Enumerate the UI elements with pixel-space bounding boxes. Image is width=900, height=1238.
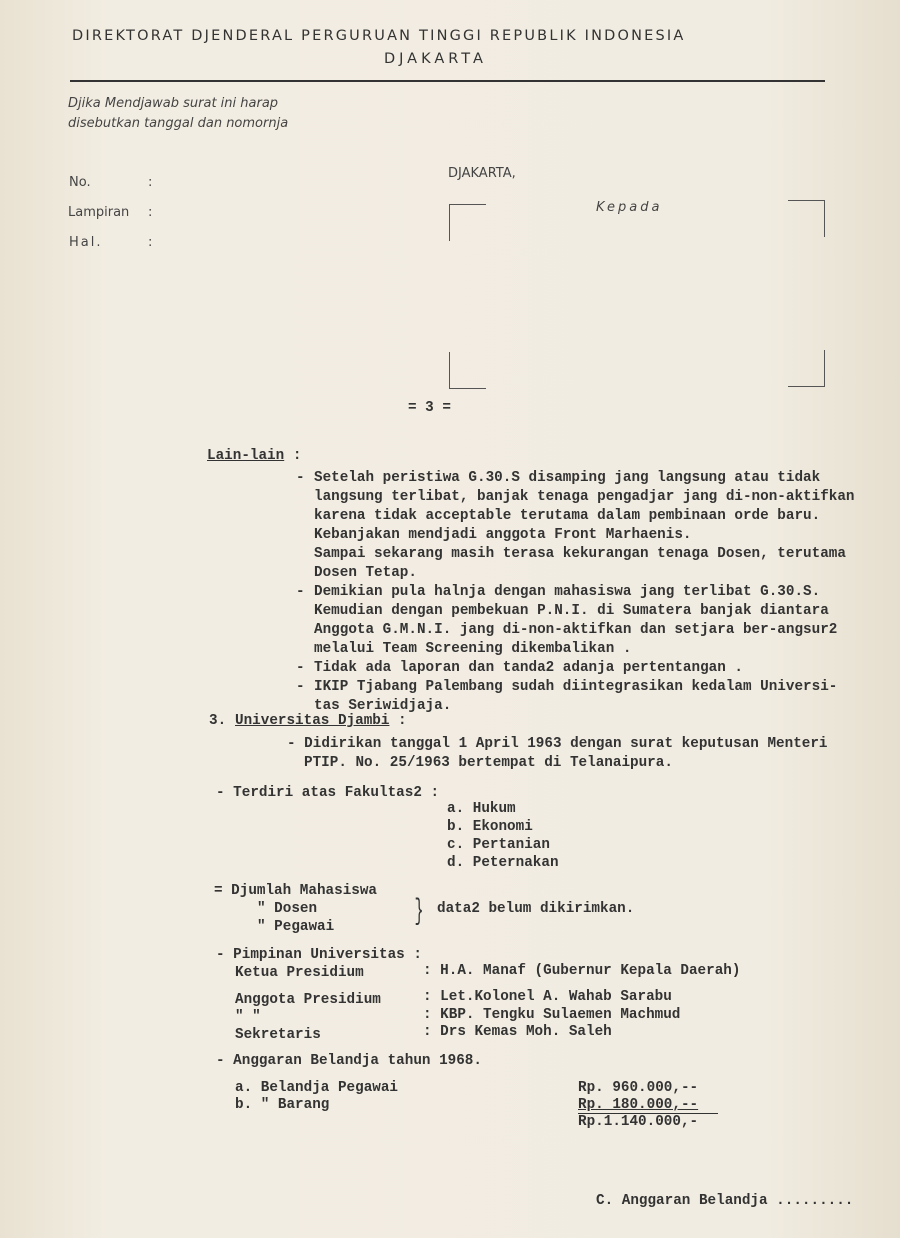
list-item-line: IKIP Tjabang Palembang sudah diintegrasikan kedalam Universi- (314, 679, 838, 695)
reply-note-line: Djika Mendjawab surat ini harap (68, 96, 279, 111)
address-corner-tr (788, 200, 825, 237)
list-item-line: Dosen Tetap. (314, 565, 417, 581)
faculties-intro: - Terdiri atas Fakultas2 : (216, 785, 440, 801)
counts-note: data2 belum dikirimkan. (437, 901, 635, 917)
leadership-role: " " (235, 1009, 261, 1025)
address-corner-bl (449, 352, 486, 389)
list-item-line: Setelah peristiwa G.30.S disamping jang langsung atau tidak (314, 470, 821, 486)
leadership-name: : KBP. Tengku Sulaemen Machmud (423, 1007, 681, 1023)
field-sep: : (148, 175, 153, 190)
faculty-item: a. Hukum (447, 801, 516, 817)
budget-amount: Rp. 180.000,-- (578, 1097, 699, 1113)
letterhead-title: DIREKTORAT DJENDERAL PERGURUAN TINGGI REPUBLIK INDONESIA (72, 28, 686, 44)
letterhead-rule (70, 80, 825, 82)
letterhead-city: DJAKARTA (384, 51, 487, 67)
field-sep: : (148, 235, 153, 250)
leadership-name: : Drs Kemas Moh. Saleh (423, 1024, 612, 1040)
list-item-line: tas Seriwidjaja. (314, 698, 452, 714)
brace: } (414, 895, 424, 929)
list-item-line: langsung terlibat, banjak tenaga pengadjar jang di-non-aktifkan (314, 489, 855, 505)
lain-lain-heading: Lain-lain (207, 448, 285, 464)
count-row: = Djumlah Mahasiswa (214, 883, 378, 899)
count-row: " Dosen (257, 901, 318, 917)
leadership-role: Sekretaris (235, 1027, 321, 1043)
budget-intro: - Anggaran Belandja tahun 1968. (216, 1053, 482, 1069)
bullet-dash: - (296, 679, 305, 695)
founded-line: PTIP. No. 25/1963 bertempat di Telanaipura. (304, 755, 673, 771)
addressee-label: Kepada (596, 200, 663, 215)
colon: : (292, 448, 302, 464)
budget-label: b. " Barang (235, 1097, 330, 1113)
leadership-name: : H.A. Manaf (Gubernur Kepala Daerah) (423, 963, 741, 979)
footer-continuation: C. Anggaran Belandja ......... (596, 1193, 854, 1209)
colon: : (398, 713, 407, 729)
list-item-line: Anggota G.M.N.I. jang di-non-aktifkan dan setjara ber-angsur2 (314, 622, 838, 638)
list-item-line: Demikian pula halnja dengan mahasiswa jang terlibat G.30.S. (314, 584, 821, 600)
budget-label: a. Belandja Pegawai (235, 1080, 399, 1096)
founded-line: - Didirikan tanggal 1 April 1963 dengan surat keputusan Menteri (287, 736, 828, 752)
bullet-dash: - (296, 470, 305, 486)
address-corner-tl (449, 204, 486, 241)
list-item-line: Tidak ada laporan dan tanda2 adanja pertentangan . (314, 660, 743, 676)
place-date: DJAKARTA, (448, 166, 516, 181)
bullet-dash: - (296, 660, 305, 676)
bullet-dash: - (296, 584, 305, 600)
faculty-item: d. Peternakan (447, 855, 559, 871)
faculty-item: c. Pertanian (447, 837, 550, 853)
count-row: " Pegawai (257, 919, 335, 935)
leadership-role: Ketua Presidium (235, 965, 364, 981)
budget-amount: Rp. 960.000,-- (578, 1080, 699, 1096)
leadership-name: : Let.Kolonel A. Wahab Sarabu (423, 989, 672, 1005)
address-corner-br (788, 350, 825, 387)
list-item-line: karena tidak acceptable terutama dalam pembinaan orde baru. (314, 508, 821, 524)
list-item-line: Kebanjakan mendjadi anggota Front Marhaenis. (314, 527, 692, 543)
reply-note-line: disebutkan tanggal dan nomornja (68, 116, 289, 131)
field-label-hal: Hal. (69, 235, 103, 250)
field-sep: : (148, 205, 153, 220)
field-label-no: No. (69, 175, 91, 190)
list-item-line: melalui Team Screening dikembalikan . (314, 641, 632, 657)
leadership-role: Anggota Presidium (235, 992, 381, 1008)
section-title: Universitas Djambi (235, 713, 390, 729)
page-number: = 3 = (408, 400, 451, 416)
faculty-item: b. Ekonomi (447, 819, 533, 835)
list-item-line: Sampai sekarang masih terasa kekurangan tenaga Dosen, terutama (314, 546, 846, 562)
budget-total: Rp.1.140.000,- (578, 1114, 699, 1130)
list-item-line: Kemudian dengan pembekuan P.N.I. di Sumatera banjak diantara (314, 603, 829, 619)
section-number: 3. (209, 713, 227, 729)
field-label-lampiran: Lampiran (68, 205, 130, 220)
leadership-intro: - Pimpinan Universitas : (216, 947, 422, 963)
